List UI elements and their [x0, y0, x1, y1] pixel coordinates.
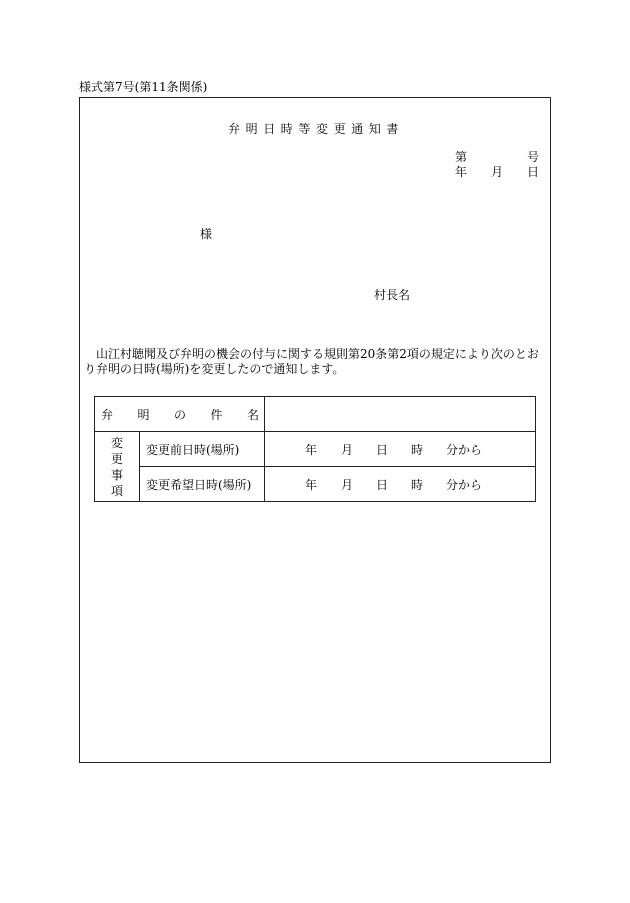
case-name-char: の [173, 407, 186, 422]
number-suffix: 号 [526, 150, 539, 164]
table-row [95, 467, 536, 502]
number-prefix: 第 [455, 150, 468, 164]
case-name-char: 弁 [101, 407, 114, 422]
date-month: 月 [490, 165, 503, 179]
case-name-value-cell [265, 397, 536, 432]
case-name-char: 名 [246, 407, 259, 422]
change-items-line-1: 変 更 [110, 435, 136, 466]
document-number-block [455, 150, 539, 179]
addressee-suffix: 様 [200, 227, 213, 241]
case-name-char: 件 [210, 407, 223, 422]
table-row [95, 432, 536, 467]
day-unit: 日 [376, 477, 389, 492]
month-unit: 月 [341, 442, 354, 457]
hour-unit: 時 [411, 442, 424, 457]
requested-datetime-value [265, 467, 536, 502]
before-datetime-value [265, 432, 536, 467]
hour-unit: 時 [411, 477, 424, 492]
requested-datetime-label: 変更希望日時(場所) [140, 467, 265, 502]
minute-unit: 分から [446, 477, 483, 492]
form-number-label: 様式第7号(第11条関係) [79, 80, 208, 94]
date-day: 日 [526, 165, 539, 179]
year-unit: 年 [305, 477, 318, 492]
case-name-char: 明 [137, 407, 150, 422]
document-title: 弁明日時等変更通知書 [228, 122, 405, 136]
year-unit: 年 [305, 442, 318, 457]
case-name-label-cell [95, 397, 265, 432]
day-unit: 日 [376, 442, 389, 457]
change-details-table [94, 396, 536, 502]
change-items-label-cell [95, 432, 140, 502]
change-items-line-2: 事 項 [110, 467, 136, 498]
notice-body: 山江村聴聞及び弁明の機会の付与に関する規則第20条第2項の規定により次のとおり弁明の日時(場所)を変更したので通知します。 [84, 347, 539, 376]
before-datetime-label: 変更前日時(場所) [140, 432, 265, 467]
table-row [95, 397, 536, 432]
month-unit: 月 [341, 477, 354, 492]
date-year: 年 [455, 165, 468, 179]
minute-unit: 分から [446, 442, 483, 457]
mayor-name: 村長名 [374, 288, 411, 302]
